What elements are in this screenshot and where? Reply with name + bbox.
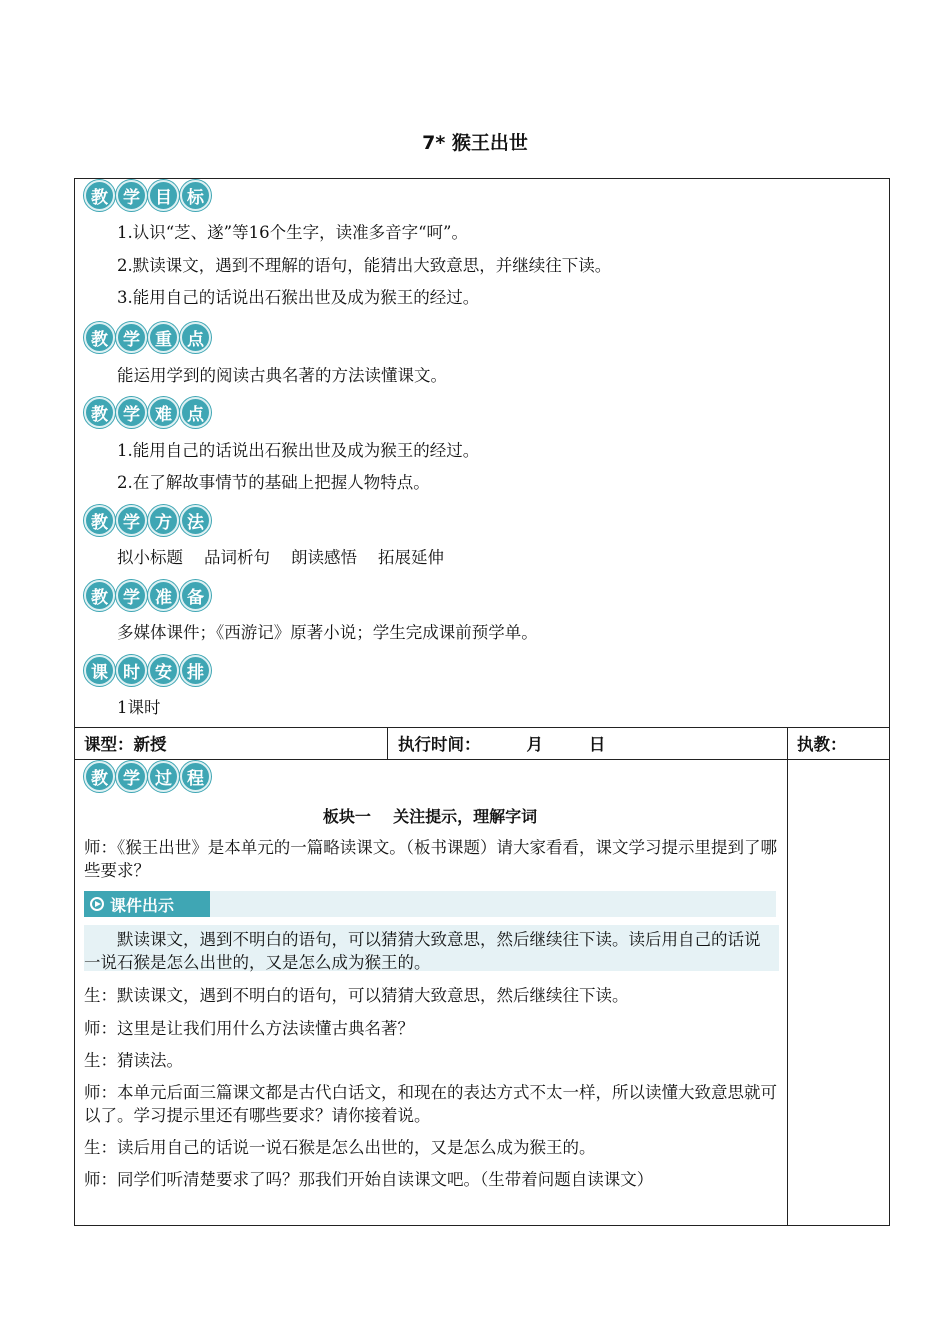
- courseware-banner: [84, 891, 776, 917]
- badge-teaching-process: [84, 761, 211, 793]
- focus-line-1: 能运用学到的阅读古典名著的方法读懂课文。: [117, 366, 447, 385]
- courseware-tag: [84, 891, 210, 917]
- badge-teaching-methods: [84, 505, 211, 537]
- badge-char: 排: [180, 655, 211, 686]
- badge-char: 教: [84, 761, 115, 792]
- badge-class-schedule: [84, 655, 211, 687]
- badge-teaching-preparation: [84, 580, 211, 612]
- info-divider-2: [787, 727, 788, 1226]
- courseware-label: 课件出示: [110, 895, 175, 915]
- badge-char: 备: [180, 580, 211, 611]
- dialogue-line: 师：同学们听清楚要求了吗？那我们开始自读课文吧。（生带着问题自读课文）: [84, 1170, 654, 1189]
- info-row-bottom-line: [74, 759, 890, 760]
- goal-line-2: 2.默读课文，遇到不理解的语句，能猜出大致意思，并继续往下读。: [117, 256, 612, 275]
- badge-char: 教: [84, 505, 115, 536]
- methods-line-1: 拟小标题 品词析句 朗读感悟 拓展延伸: [117, 548, 444, 567]
- badge-char: 学: [116, 397, 147, 428]
- teacher-intro: 师：《猴王出世》是本单元的一篇略读课文。（板书课题）请大家看看，课文学习提示里提到了哪些要求？: [84, 838, 777, 880]
- dialogue-line: 师：这里是让我们用什么方法读懂古典名著？: [84, 1019, 414, 1038]
- badge-char: 学: [116, 322, 147, 353]
- badge-char: 安: [148, 655, 179, 686]
- badge-char: 难: [148, 397, 179, 428]
- dialogue-line: 生：猜读法。: [84, 1051, 183, 1070]
- badge-char: 方: [148, 505, 179, 536]
- badge-teaching-focus: [84, 322, 211, 354]
- goal-line-1: 1.认识“芝、遂”等16个生字，读准多音字“呵”。: [117, 223, 468, 242]
- badge-char: 点: [180, 322, 211, 353]
- dialogue-line: 生：默读课文，遇到不明白的语句，可以猜猜大致意思，然后继续往下读。: [84, 986, 629, 1005]
- badge-char: 过: [148, 761, 179, 792]
- info-row-top-line: [74, 727, 890, 728]
- badge-char: 教: [84, 180, 115, 211]
- badge-char: 准: [148, 580, 179, 611]
- goal-line-3: 3.能用自己的话说出石猴出世及成为猴王的经过。: [117, 288, 480, 307]
- badge-char: 教: [84, 397, 115, 428]
- courseware-text: 默读课文，遇到不明白的语句，可以猜猜大致意思，然后继续往下读。读后用自己的话说一说石猴是怎么出世的，又是怎么成为猴王的。: [84, 930, 761, 972]
- badge-teaching-goals: [84, 180, 211, 212]
- badge-teaching-difficulty: [84, 397, 211, 429]
- badge-char: 标: [180, 180, 211, 211]
- badge-char: 目: [148, 180, 179, 211]
- instructor: 执教：: [797, 735, 847, 754]
- badge-char: 重: [148, 322, 179, 353]
- lesson-type: 课型：新授: [84, 735, 167, 754]
- badge-char: 学: [116, 580, 147, 611]
- badge-char: 学: [116, 180, 147, 211]
- badge-char: 教: [84, 580, 115, 611]
- info-divider-1: [387, 727, 388, 759]
- difficulty-line-1: 1.能用自己的话说出石猴出世及成为猴王的经过。: [117, 441, 480, 460]
- badge-char: 课: [84, 655, 115, 686]
- badge-char: 学: [116, 761, 147, 792]
- badge-char: 学: [116, 505, 147, 536]
- prep-line-1: 多媒体课件；《西游记》原著小说；学生完成课前预学单。: [117, 623, 538, 642]
- badge-char: 点: [180, 397, 211, 428]
- page-title: 7* 猴王出世: [422, 132, 528, 154]
- execution-time: 执行时间： 月 日: [398, 735, 606, 754]
- difficulty-line-2: 2.在了解故事情节的基础上把握人物特点。: [117, 473, 430, 492]
- badge-char: 程: [180, 761, 211, 792]
- schedule-line-1: 1课时: [117, 698, 161, 717]
- dialogue-line: 生：读后用自己的话说一说石猴是怎么出世的，又是怎么成为猴王的。: [84, 1138, 596, 1157]
- badge-char: 法: [180, 505, 211, 536]
- block-title: 板块一 关注提示，理解字词: [322, 807, 538, 826]
- play-icon: [90, 897, 104, 911]
- dialogue-line: 师：本单元后面三篇课文都是古代白话文，和现在的表达方式不太一样，所以读懂大致意思就可以了。学习提示里还有哪些要求？请你接着说。: [84, 1083, 777, 1125]
- badge-char: 时: [116, 655, 147, 686]
- badge-char: 教: [84, 322, 115, 353]
